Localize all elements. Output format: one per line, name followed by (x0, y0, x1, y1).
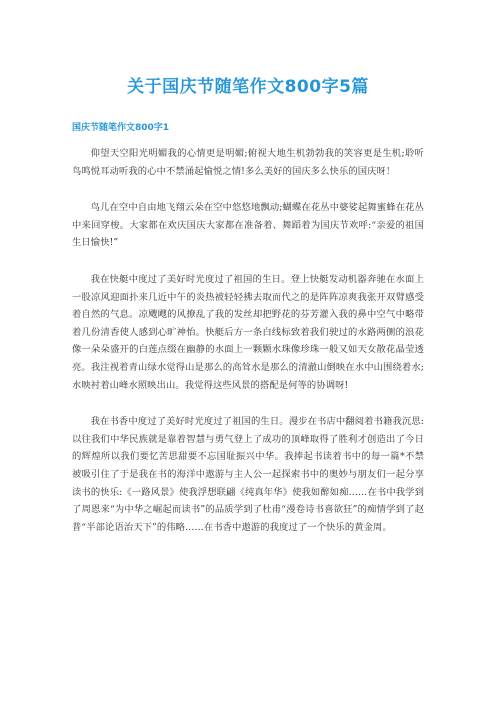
paragraph-3: 我在快艇中度过了美好时光度过了祖国的生日。登上快艇发动机器奔驰在水面上一股凉风迎面扑来几近中午的炎热被轻轻拂去取而代之的是阵阵凉爽我张开双臂感受着自然的气息。凉飕飕的风撩乱了我的发丝却把野花的芬芳灌入我的鼻中空气中略带着几份清香使人感到心旷神怡。快艇后方一条白线标致着我们驶过的水路两侧的浪花像一朵朵盛开的白莲点缀在幽静的水面上一颗颗水珠像珍珠一般又如天女散花晶莹透亮。我注视着青山绿水觉得山是那么的高耸水是那么的清澈山倒映在水中山围绕着水;水映衬着山峰水照映出山。我觉得这些风景的搭配是何等的协调呀! (72, 273, 424, 391)
paragraph-2: 鸟儿在空中自由地飞翔云朵在空中悠悠地飘动;蝴蝶在花丛中婆娑起舞蜜蜂在花丛中来回穿梭。大家都在欢庆国庆大家都在准备着、舞蹈着为国庆节欢呼:“亲爱的祖国生日愉快!” (72, 202, 424, 249)
paragraph-4: 我在书香中度过了美好时光度过了祖国的生日。漫步在书店中翻阅着书籍我沉思:以往我们中华民族就是靠着智慧与勇气登上了成功的顶峰取得了胜利才创造出了今日的辉煌所以我们要忆苦思甜要不忘国耻振兴中华。我捧起书读着书中的每一篇*不禁被吸引住了于是我在书的海洋中遨游与主人公一起探索书中的奥妙与朋友们一起分享读书的快乐:《一路风景》使我浮想联翩《纯真年华》使我如醉如痴……在书中我学到了周恩来“为中华之崛起而读书”的品质学到了杜甫“漫卷诗书喜欲狂”的痴情学到了赵普“半部论语治天下”的伟略……在书香中遨游的我度过了一个快乐的黄金周。 (72, 416, 424, 533)
paragraph-1: 仰望天空阳光明媚我的心情更是明媚;俯视大地生机勃勃我的笑容更是生机;聆听鸟鸣悦耳动听我的心中不禁涌起愉悦之情!多么美好的国庆多么快乐的国庆呀！ (72, 148, 424, 177)
document-title: 关于国庆节随笔作文800字5篇 (127, 77, 369, 97)
section-heading: 国庆节随笔作文800字1 (72, 123, 170, 133)
